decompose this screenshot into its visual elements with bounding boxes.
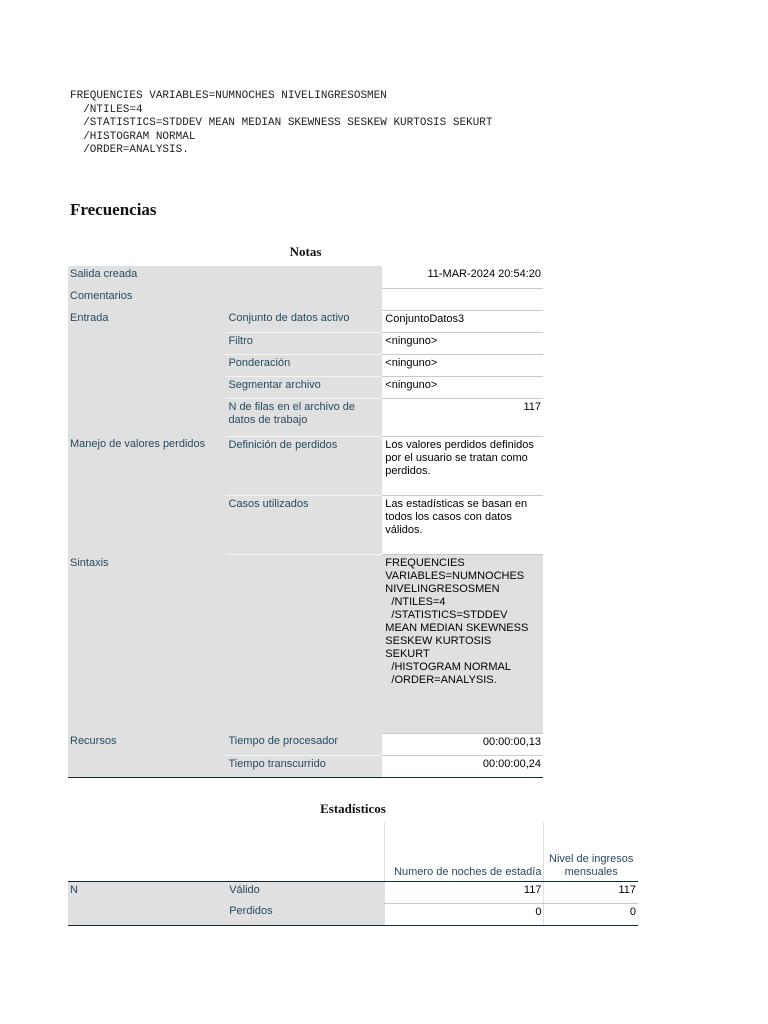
row-label: Conjunto de datos activo — [225, 310, 382, 332]
cell-value: 00:00:00,13 — [382, 733, 543, 755]
table-row — [68, 310, 543, 332]
row-group-label: Recursos — [68, 733, 225, 777]
table-row — [68, 288, 543, 310]
syntax-line: /NTILES=4 — [70, 103, 143, 116]
table-row — [68, 881, 638, 903]
syntax-cell-line: SESKEW KURTOSIS — [385, 634, 492, 647]
table-row — [68, 733, 543, 755]
syntax-line: /STATISTICS=STDDEV MEAN MEDIAN SKEWNESS SESKEW KURTOSIS SEKURT — [70, 117, 493, 129]
row-label: Ponderación — [225, 354, 382, 376]
section-heading: Frecuencias — [70, 200, 157, 219]
syntax-cell-line: /STATISTICS=STDDEV — [385, 608, 508, 621]
cell-value: <ninguno> — [382, 332, 543, 354]
syntax-cell-line: VARIABLES=NUMNOCHES — [385, 569, 525, 582]
table-row — [68, 554, 543, 733]
cell-value: 117 — [384, 881, 544, 903]
table-header-row — [68, 822, 638, 881]
syntax-line: FREQUENCIES VARIABLES=NUMNOCHES NIVELINGRESOSMEN — [70, 90, 387, 102]
row-label: Segmentar archivo — [225, 376, 382, 398]
cell-value: Los valores perdidos definidos por el usuario se tratan como perdidos. — [382, 436, 543, 495]
syntax-line: /HISTOGRAM NORMAL — [70, 130, 196, 143]
syntax-cell — [382, 554, 543, 733]
syntax-line: /ORDER=ANALYSIS. — [70, 144, 189, 156]
notes-table-title: Notas — [289, 244, 322, 259]
cell-value — [382, 288, 543, 310]
notes-table — [68, 266, 543, 778]
table-row — [68, 436, 543, 495]
syntax-cell-line: SEKURT — [385, 647, 430, 660]
syntax-cell-line: FREQUENCIES — [385, 556, 465, 569]
syntax-cell-line: /NTILES=4 — [385, 595, 446, 608]
row-label: Filtro — [225, 332, 382, 354]
cell-value: 0 — [384, 903, 544, 925]
row-group-label: Manejo de valores perdidos — [68, 436, 225, 554]
column-header: Numero de noches de estadía — [384, 822, 544, 881]
row-label: Tiempo de procesador — [225, 733, 382, 755]
row-label: Válido — [226, 881, 384, 903]
cell-value: 117 — [544, 881, 638, 903]
cell-value: 0 — [544, 903, 638, 925]
syntax-block — [70, 90, 492, 158]
syntax-cell-line: /HISTOGRAM NORMAL — [385, 660, 511, 673]
syntax-cell-line: NIVELINGRESOSMEN — [385, 582, 500, 595]
stats-table — [68, 822, 638, 926]
syntax-cell-line: MEAN MEDIAN SKEWNESS — [385, 621, 529, 634]
row-label: N de filas en el archivo de datos de trabajo — [225, 398, 382, 436]
row-label: Casos utilizados — [225, 495, 382, 554]
cell-value: <ninguno> — [382, 376, 543, 398]
cell-value: 00:00:00,24 — [382, 755, 543, 777]
cell-value: 117 — [382, 398, 543, 436]
cell-value: Las estadísticas se basan en todos los casos con datos válidos. — [382, 495, 543, 554]
row-group-label: N — [68, 881, 226, 925]
cell-value: ConjuntoDatos3 — [382, 310, 543, 332]
syntax-cell-line: /ORDER=ANALYSIS. — [385, 673, 497, 686]
row-label: Tiempo transcurrido — [225, 755, 382, 777]
cell-value: 11-MAR-2024 20:54:20 — [382, 266, 543, 288]
column-header: Nivel de ingresos mensuales — [544, 822, 638, 881]
row-label: Definición de perdidos — [225, 436, 382, 495]
row-group-label: Entrada — [68, 310, 225, 436]
row-label: Perdidos — [226, 903, 384, 925]
cell-value: <ninguno> — [382, 354, 543, 376]
row-label: Sintaxis — [68, 554, 382, 733]
row-label: Salida creada — [68, 266, 382, 288]
stats-table-title: Estadísticos — [320, 801, 386, 816]
table-row — [68, 266, 543, 288]
header-empty — [68, 822, 384, 881]
row-label: Comentarios — [68, 288, 382, 310]
